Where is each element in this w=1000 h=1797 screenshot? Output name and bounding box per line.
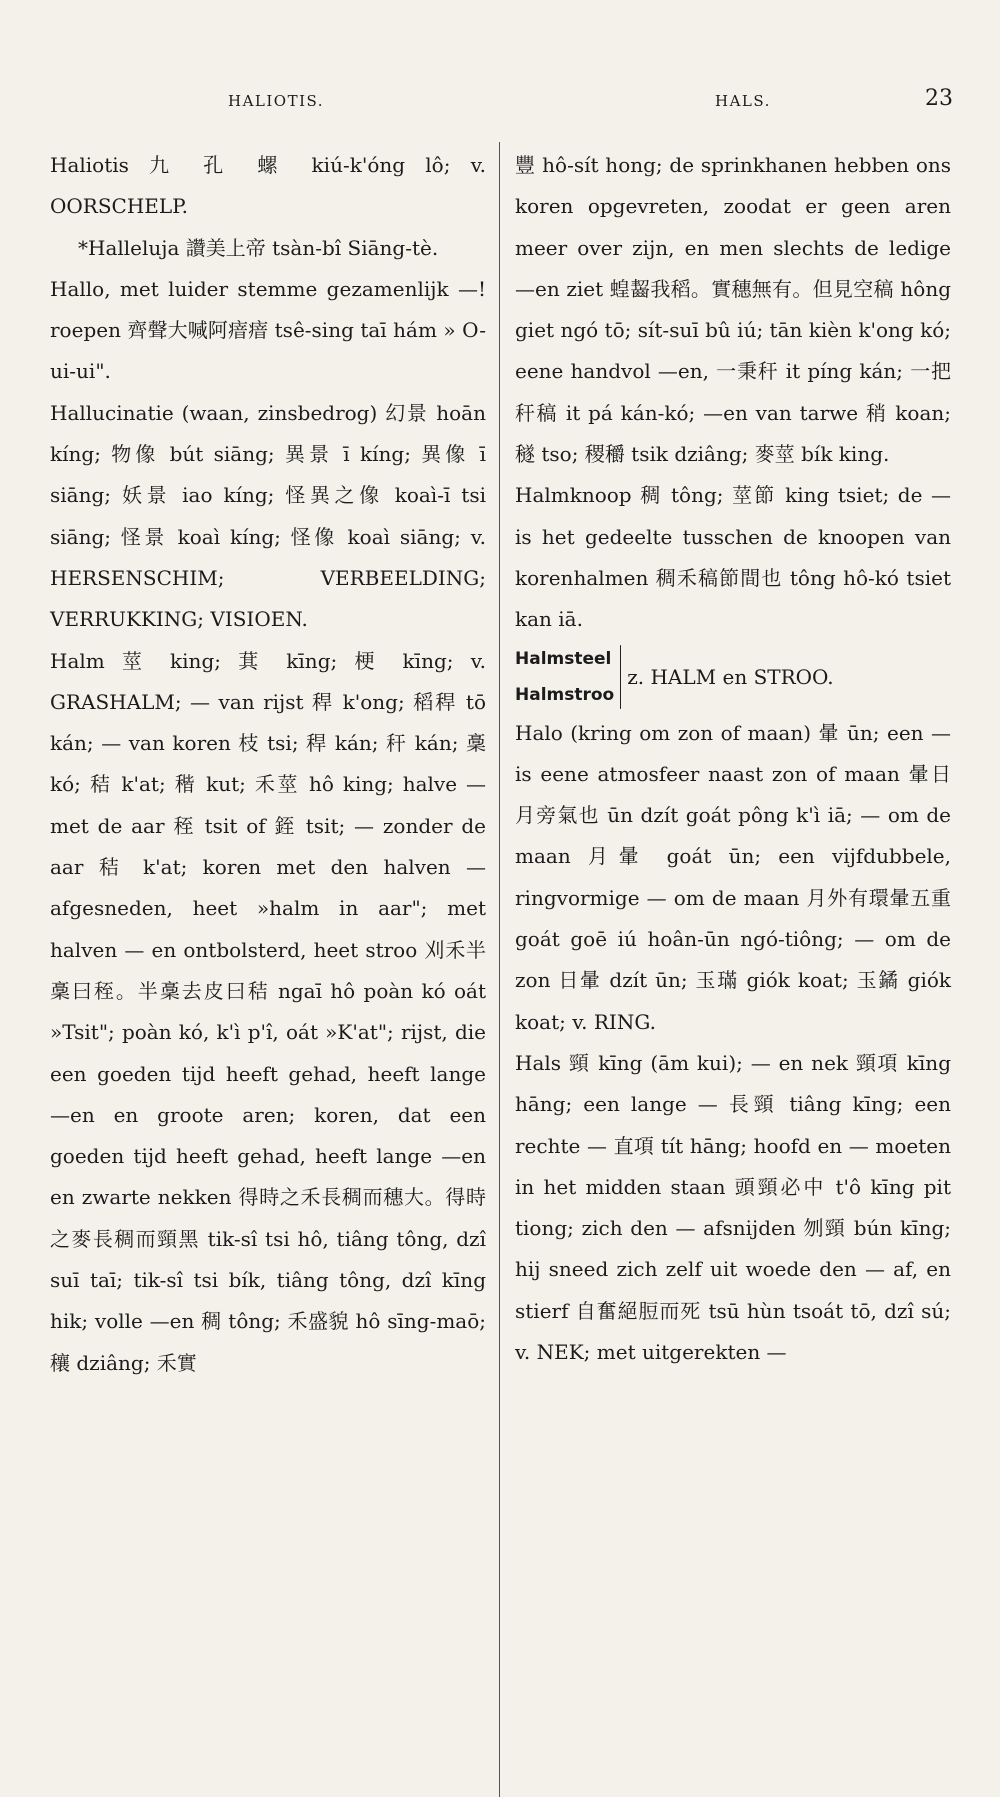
entry-halmsteel-halmstroo [515,641,951,713]
column-divider [499,142,500,1797]
headword-halmsteel: Halmsteel [515,648,612,669]
running-head-left: HALIOTIS. [228,92,325,110]
entry-hallo: Hallo, met luider stemme gezamenlijk —! roepen 齊聲大喊阿瘖瘖 tsê-sing taī hám » O-ui-ui". [50,276,486,384]
cross-reference: z. HALM en STROO. [627,664,834,689]
entry-halm-continued: 豐 hô-sít hong; de sprinkhanen hebben ons koren opgevreten, zoodat er geen aren meer over zijn, en men slechts de ledige —en ziet 蝗齧我稻。實穗無有。但見空稿 hông giet ngó tō; sít-suī bû iú; tān kièn k'ong kó; eene handvol —en, 一秉秆 it píng kán; 一把秆稿 it pá kán-kó; —en van tarwe 稍 koan; 穟 tso; 稷穱 tsik dziâng; 麥莖 bík king. [515,153,951,467]
entry-hals: Hals 頸 kīng (ām kui); — en nek 頸項 kīng hāng; een lange — 長頸 tiâng kīng; een rechte — 直項 tít hāng; hoofd en — moeten in het midden staan 頭頸必中 t'ô kīng pit tiong; zich den — afsnijden 刎頸 bún kīng; hij sneed zich zelf uit woede den — af, en stierf 自奮絕脰而死 tsū hùn tsoát tō, dzî sú; v. NEK; met uitgerekten — [515,1050,951,1365]
left-column [50,145,486,1384]
right-column [515,145,951,1373]
bracket-headwords [515,641,614,713]
entry-halleluja: *Halleluja 讚美上帝 tsàn-bî Siāng-tè. [78,235,439,260]
entry-halm: Halm 莖 king; 萁 kīng; 梗 kīng; v. GRASHALM; — van rijst 稈 k'ong; 稻稈 tō kán; — van koren 枝 tsi; 稈 kán; 秆 kán; 稾 kó; 秸 k'at; 稭 kut; 禾莖 hô king; halve — met de aar 秷 tsit of 銍 tsit; — zonder de aar 秸 k'at; koren met den halven — afgesneden, heet »halm in aar"; met halven — en ontbolsterd, heet stroo 刈禾半稾曰秷。半稾去皮曰秸 ngaī hô poàn kó oát »Tsit"; poàn kó, k'ì p'î, oát »K'at"; rijst, die een goeden tijd heeft gehad, heeft lange —en en groote aren; koren, dat een goeden tijd heeft gehad, heeft lange —en en zwarte nekken 得時之禾長稠而穗大。得時之麥長稠而頸黑 tik-sî tsi hô, tiâng tông, dzî suī taī; tik-sî tsi bík, tiâng tông, dzî kīng hik; volle —en 稠 tông; 禾盛貌 hô sīng-maō; 穰 dziâng; 禾實 [50,648,486,1375]
entry-halmknoop: Halmknoop 稠 tông; 莖節 king tsiet; de — is het gedeelte tusschen de knoopen van korenhalmen 稠禾稿節間也 tông hô-kó tsiet kan iā. [515,483,951,632]
entry-haliotis: Haliotis 九 孔 螺 kiú-k'óng lô; v. OORSCHELP. [50,153,486,219]
headword-halmstroo: Halmstroo [515,684,615,705]
running-head-right: HALS. [715,92,771,110]
entry-halo: Halo (kring om zon of maan) 暈 ūn; een — is eene atmosfeer naast zon of maan 暈日月旁氣也 ūn dzít goát pông k'ì iā; — om de maan 月暈 goát ūn; een vijfdubbele, ringvormige — om de maan 月外有環暈五重 goát goē iú hoân-ūn ngó-tiông; — om de zon 日暈 dzít ūn; 玉璊 giók koat; 玉鐍 giók koat; v. RING. [515,720,951,1034]
page-number: 23 [925,86,953,111]
entry-hallucinatie: Hallucinatie (waan, zinsbedrog) 幻景 hoān kíng; 物像 bút siāng; 異景 ī kíng; 異像 ī siāng; 妖景 iao kíng; 怪異之像 koaì-ī tsi siāng; 怪景 koaì kíng; 怪像 koaì siāng; v. HERSENSCHIM; VERBEELDING; VERRUKKING; VISIOEN. [50,400,486,632]
brace [620,645,621,709]
